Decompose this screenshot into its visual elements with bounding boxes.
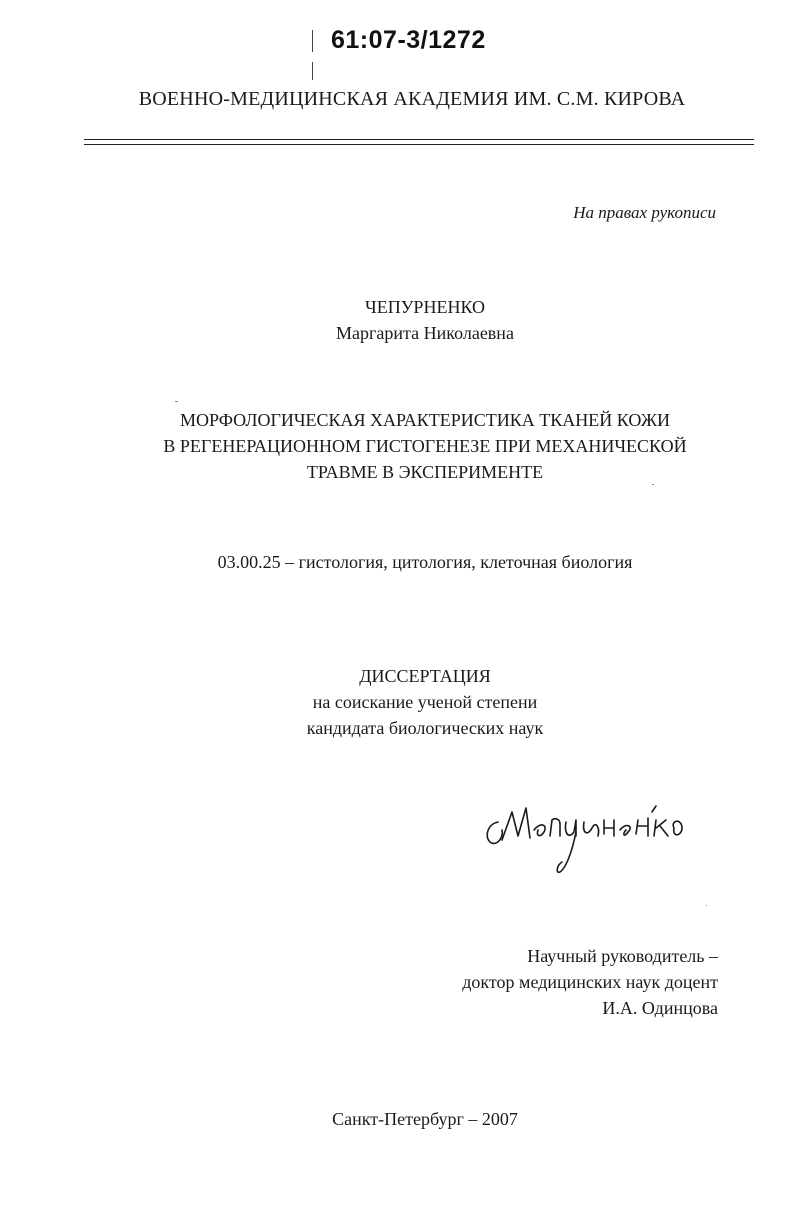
stamp-mark bbox=[312, 30, 313, 52]
dissertation-block bbox=[0, 663, 793, 741]
specialty-code: 03.00.25 – гистология, цитология, клеточная биология bbox=[217, 552, 633, 572]
supervisor-role: Научный руководитель – bbox=[527, 946, 718, 966]
dissertation-heading: ДИССЕРТАЦИЯ bbox=[359, 666, 491, 686]
dissertation-title bbox=[0, 407, 793, 485]
institution-name: ВОЕННО-МЕДИЦИНСКАЯ АКАДЕМИЯ ИМ. С.М. КИРОВА bbox=[138, 88, 686, 110]
scan-speck bbox=[175, 401, 178, 402]
title-line: МОРФОЛОГИЧЕСКАЯ ХАРАКТЕРИСТИКА ТКАНЕЙ КОЖИ bbox=[179, 410, 671, 430]
author-signature bbox=[480, 792, 700, 882]
author-block bbox=[0, 294, 793, 346]
header-divider-top bbox=[84, 139, 754, 140]
catalog-stamp: 61:07-3/1272 bbox=[331, 26, 486, 54]
scan-speck bbox=[652, 484, 654, 485]
place-and-year: Санкт-Петербург – 2007 bbox=[332, 1109, 518, 1129]
supervisor-name: И.А. Одинцова bbox=[602, 998, 718, 1018]
scan-speck bbox=[706, 905, 707, 906]
title-line: В РЕГЕНЕРАЦИОННОМ ГИСТОГЕНЕЗЕ ПРИ МЕХАНИЧЕСКОЙ bbox=[163, 436, 687, 456]
author-given-names: Маргарита Николаевна bbox=[336, 323, 514, 343]
supervisor-degree: доктор медицинских наук доцент bbox=[462, 972, 718, 992]
degree-line: на соискание ученой степени bbox=[312, 692, 538, 712]
supervisor-block bbox=[462, 943, 718, 1021]
header-divider-bottom bbox=[84, 144, 754, 145]
degree-line: кандидата биологических наук bbox=[306, 718, 544, 738]
stamp-mark bbox=[312, 62, 313, 80]
title-line: ТРАВМЕ В ЭКСПЕРИМЕНТЕ bbox=[306, 462, 544, 482]
author-surname: ЧЕПУРНЕНКО bbox=[365, 297, 485, 317]
rights-note: На правах рукописи bbox=[573, 203, 716, 222]
